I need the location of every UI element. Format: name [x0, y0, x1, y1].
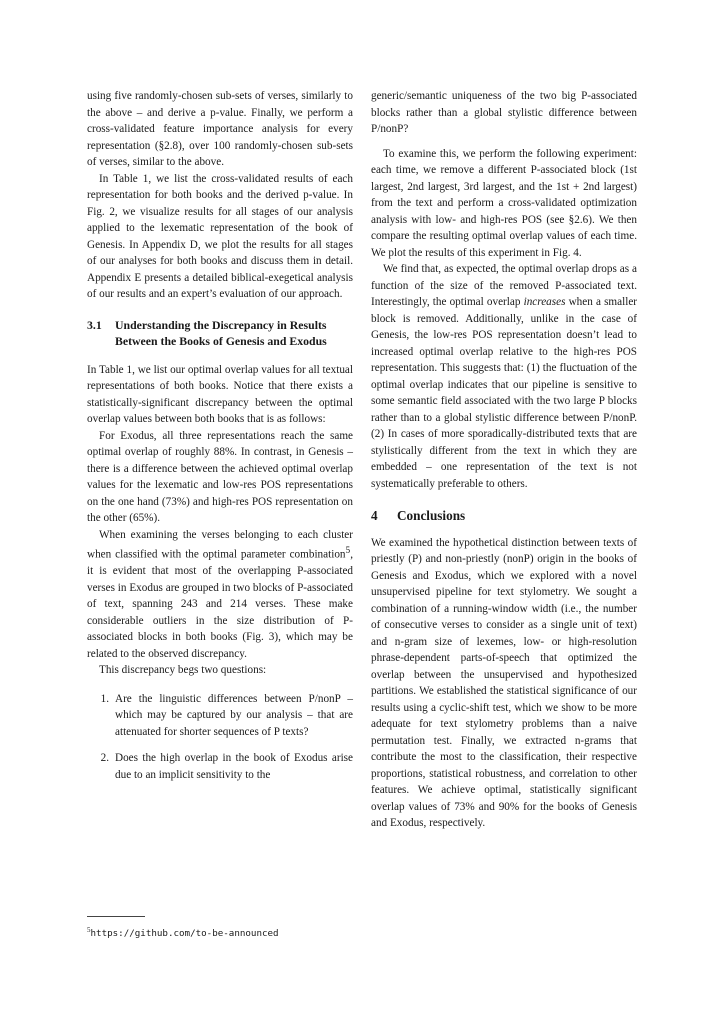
paragraph: To examine this, we perform the following experiment: each time, we remove a different P-associated block (1st largest, 2nd largest, 3rd largest, and the 1st + 2nd largest) from the text and perform a cross-validated optimization analysis with low- and high-res POS (see §2.6). We then compare the resulting optimal overlap values of each time. We plot the results of this experiment in Fig. 4.: [371, 147, 637, 259]
paragraph: [371, 261, 637, 492]
section-heading: [87, 317, 353, 350]
paragraph: In Table 1, we list the cross-validated results of each representation for both books and the derived p-value. In Fig. 2, we visualize results for all stages of our analysis applied to the lexematic representation of the book of Genesis. In Appendix D, we plot the results for all stages of our analyses for both books and discuss them in detail. Appendix E presents a detailed biblical-exegetical analysis of our results and an expert’s evaluation of our approach.: [87, 172, 353, 300]
section-title: Conclusions: [397, 508, 466, 523]
list-number: 2.: [100, 752, 109, 765]
text-span: When examining the verses belonging to each cluster when classified with the optimal parameter combination: [87, 528, 353, 561]
text-span: when a smaller block is removed. Additionally, unlike in the case of Genesis, the low-res POS representation doesn’t lead to increased optimal overlap relative to the high-res POS representation. This suggests that: (1) the fluctuation of the optimal overlap indicates that our pipeline is sensitive to some semantic field associated with the two large P blocks rather than to a global stylistic difference between P/nonP. (2) In cases of more sporadically-distributed texts that are stylistically different from the text in which they are embedded – one representation of the text is not systematically preferable to others.: [371, 296, 638, 490]
section-title: Understanding the Discrepancy in Results Between the Books of Genesis and Exodus: [115, 317, 327, 348]
left-column: [87, 88, 353, 793]
section-number: 3.1: [87, 317, 102, 332]
paragraph: For Exodus, all three representations reach the same optimal overlap of roughly 88%. In contrast, in Genesis – there is a difference between the achieved optimal overlap values for the lexematic and low-res POS representations on the one hand (73%) and high-res POS representation on the other (65%).: [87, 429, 353, 524]
paragraph: In Table 1, we list our optimal overlap values for all textual representations of both books. Notice that there exists a statistically-significant discrepancy between the optimal overlap values between both books that is as follows:: [87, 363, 353, 425]
list-number: 1.: [100, 692, 109, 705]
section-number: 4: [371, 508, 378, 523]
footnote-rule: [87, 916, 145, 917]
emphasis: increases: [523, 296, 566, 308]
text-span: , it is evident that most of the overlapping P-associated verses in Exodus are grouped in two blocks of P-associated of text, spanning 243 and 214 verses. These make considerable outliers in the size distribution of P-associated blocks in both books (Fig. 3), which may be related to the observed discrepancy.: [87, 548, 353, 660]
list-item: [87, 750, 353, 783]
list-item: [87, 691, 353, 741]
footnote-marker[interactable]: 5: [345, 546, 351, 556]
footnote: [87, 926, 279, 939]
paragraph: generic/semantic uniqueness of the two big P-associated blocks rather than a global stylistic difference between P/nonP?: [371, 90, 637, 135]
list-text: Are the linguistic differences between P/nonP – which may be captured by our analysis – that are attenuated for shorter sequences of P texts?: [115, 692, 353, 738]
footnote-link[interactable]: https://github.com/to-be-announced: [90, 928, 279, 940]
paragraph: We examined the hypothetical distinction between texts of priestly (P) and non-priestly (nonP) origin in the books of Genesis and Exodus, which we explored with a novel unsupervised pipeline for text stylometry. We sought a combination of a running-window width (i.e., the number of consecutive verses to consider as a single unit of text) and n-gram size of lexemes, low- or high-resolution phrase-dependent parts-of-speech that optimized the overlap between the unsupervised and hypothesized partitions. We established the statistical significance of our results using a cyclic-shift test, which we show to be more adequate for text stylometry problems than a naive permutation test. Finally, we extracted n-grams that contribute the most to the classification, their respective proportions, statistical robustness, and correlation to other features. We achieve optimal, statistically significant overlap values of 73% and 90% for the books of Genesis and Exodus, respectively.: [371, 536, 637, 829]
question-list: [87, 691, 353, 784]
text-span: We find that, as expected, the optimal overlap drops as a function of the size of the removed P-associated text. Interestingly, the optimal overlap: [371, 263, 637, 308]
footnote-mark: 5: [87, 926, 91, 934]
paragraph: [87, 527, 353, 663]
paragraph: This discrepancy begs two questions:: [99, 664, 267, 677]
list-text: Does the high overlap in the book of Exodus arise due to an implicit sensitivity to the: [115, 752, 353, 781]
paragraph: using five randomly-chosen sub-sets of verses, similarly to the above – and derive a p-value. Finally, we perform a cross-validated feature importance analysis for every representation (§2.8), over 100 randomly-chosen sub-sets of verses, similar to the above.: [87, 90, 353, 168]
right-column: [371, 88, 637, 832]
section-heading: [371, 508, 637, 525]
